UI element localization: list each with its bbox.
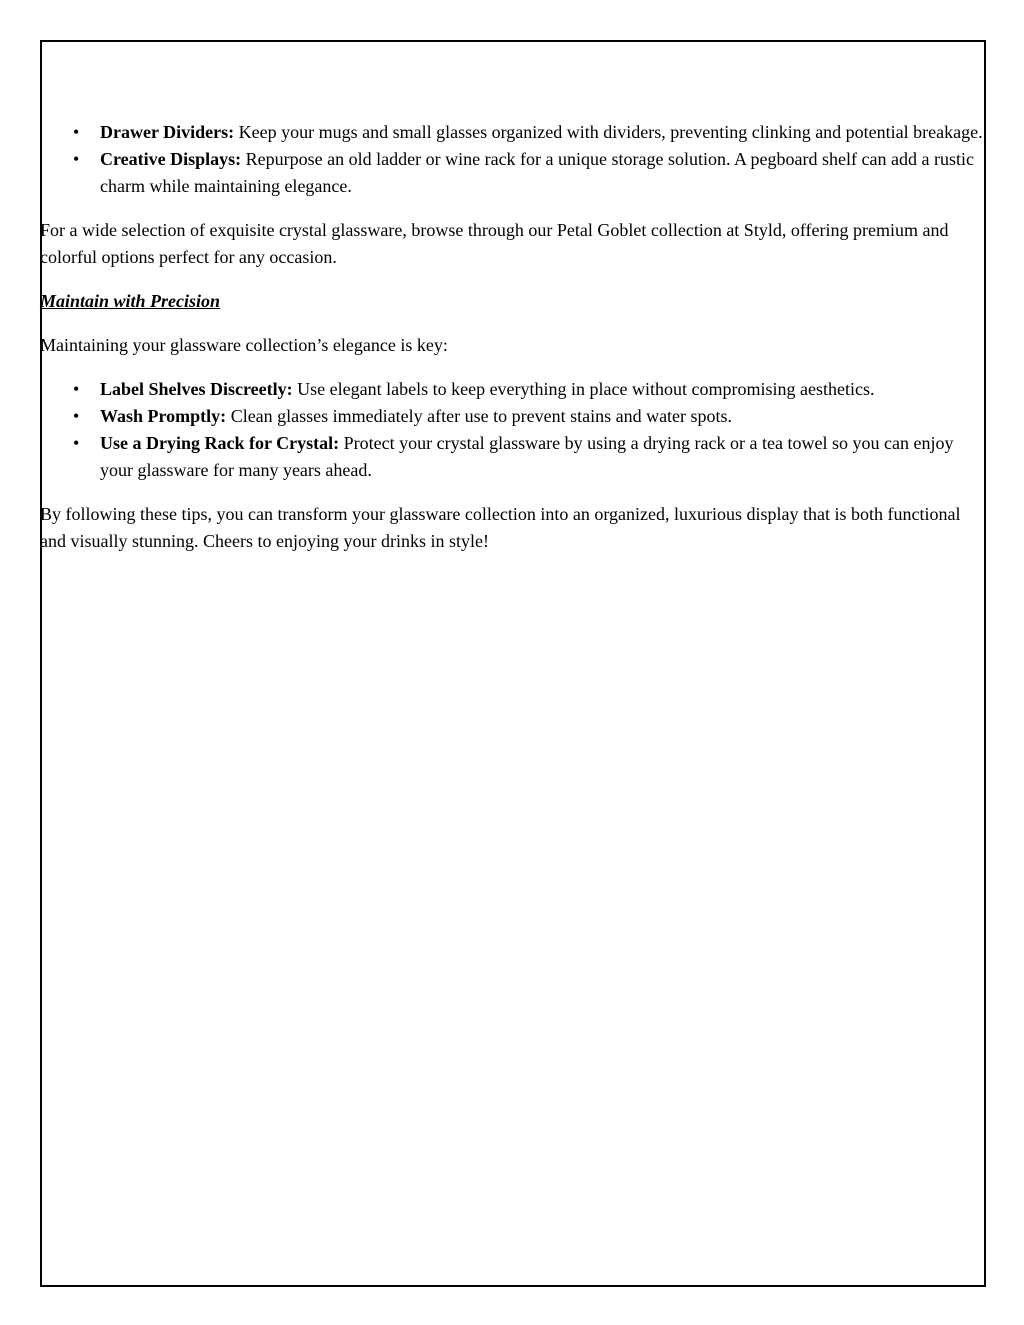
list-item: [40, 376, 984, 403]
list-item-text: Use elegant labels to keep everything in place without compromising aesthetics.: [292, 379, 875, 399]
bullet-icon: •: [73, 149, 80, 169]
storage-tips-list: [40, 119, 984, 200]
list-item-title: Label Shelves Discreetly:: [100, 379, 293, 399]
list-item-text: Repurpose an old ladder or wine rack for a unique storage solution. A pegboard shelf can add a rustic charm while maintaining elegance.: [100, 149, 974, 196]
intro-paragraph: Maintaining your glassware collection’s elegance is key:: [40, 335, 448, 355]
list-item-title: Wash Promptly:: [100, 406, 227, 426]
collection-paragraph: For a wide selection of exquisite crystal glassware, browse through our Petal Goblet collection at Styld, offering premium and colorful options perfect for any occasion.: [40, 220, 949, 267]
bullet-icon: •: [73, 406, 80, 426]
list-item-title: Creative Displays:: [100, 149, 242, 169]
list-item: [40, 146, 984, 200]
list-item-title: Use a Drying Rack for Crystal:: [100, 433, 340, 453]
conclusion-paragraph: By following these tips, you can transform your glassware collection into an organized, luxurious display that is both functional and visually stunning. Cheers to enjoying your drinks in style!: [40, 504, 961, 551]
list-item: [40, 403, 984, 430]
list-item: [40, 430, 984, 484]
list-item-title: Drawer Dividers:: [100, 122, 235, 142]
list-item-text: Clean glasses immediately after use to prevent stains and water spots.: [226, 406, 733, 426]
list-item: [40, 119, 984, 146]
bullet-icon: •: [73, 433, 80, 453]
document-body: [40, 119, 984, 555]
bullet-icon: •: [73, 379, 80, 399]
section-heading: Maintain with Precision: [40, 291, 221, 311]
list-item-text: Protect your crystal glassware by using a drying rack or a tea towel so you can enjoy your glassware for many years ahead.: [100, 433, 954, 480]
list-item-text: Keep your mugs and small glasses organized with dividers, preventing clinking and potential breakage.: [234, 122, 983, 142]
maintenance-tips-list: [40, 376, 984, 484]
bullet-icon: •: [73, 122, 80, 142]
